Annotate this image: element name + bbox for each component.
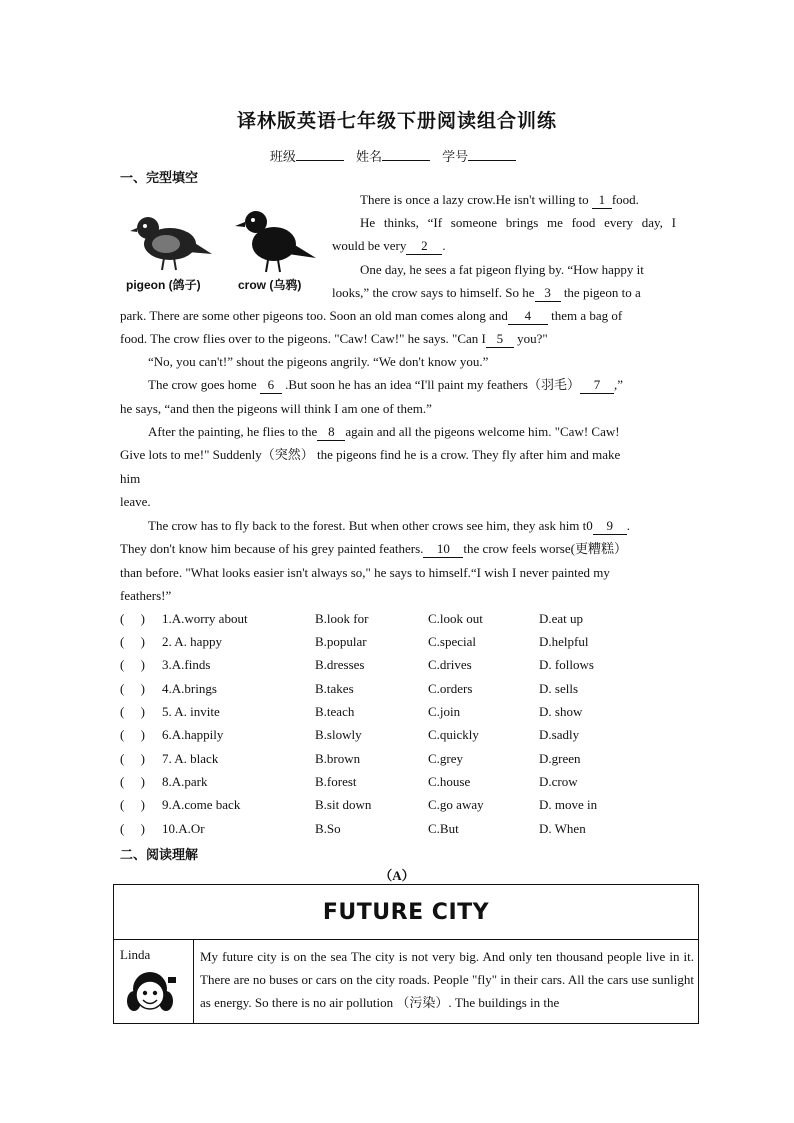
passage-line: He thinks, “If someone brings me food every day, I xyxy=(360,215,676,230)
class-label: 班级 xyxy=(269,150,296,165)
blank-3[interactable]: 3 xyxy=(535,285,561,302)
passage-line: After the painting, he flies to the 8 again and all the pigeons welcome him. "Caw! Caw! xyxy=(148,424,620,439)
passage-line: They don't know him because of his grey painted feathers. 10 the crow feels worse(更糟糕） xyxy=(120,541,627,556)
passage-line: would be very 2 . xyxy=(332,238,446,253)
page-title: 译林版英语七年级下册阅读组合训练 xyxy=(236,110,557,132)
table-header: FUTURE CITY xyxy=(114,885,698,940)
person-name: Linda xyxy=(120,947,151,962)
answer-paren[interactable]: ( ) xyxy=(120,657,145,672)
blank-7[interactable]: 7 xyxy=(580,377,614,394)
answer-paren[interactable]: ( ) xyxy=(120,704,145,719)
answer-paren[interactable]: ( ) xyxy=(120,797,145,812)
number-blank[interactable] xyxy=(468,148,516,161)
passage-line: One day, he sees a fat pigeon flying by. “How happy it xyxy=(360,262,644,277)
blank-6[interactable]: 6 xyxy=(260,377,282,394)
passage-line: park. There are some other pigeons too. Soon an old man comes along and 4 them a bag of xyxy=(120,308,623,323)
crow-image xyxy=(232,200,322,274)
answer-paren[interactable]: ( ) xyxy=(120,611,145,626)
blank-1[interactable]: 1 xyxy=(592,192,612,209)
girl-avatar-icon xyxy=(124,967,180,1017)
passage-line: The crow goes home 6 .But soon he has an idea “I'll paint my feathers（羽毛） 7 ,” xyxy=(148,377,623,392)
answer-paren[interactable]: ( ) xyxy=(120,751,145,766)
section-heading-reading: 二、阅读理解 xyxy=(120,848,199,863)
table-divider xyxy=(193,939,194,1023)
blank-5[interactable]: 5 xyxy=(486,331,514,348)
pigeon-caption: pigeon (鸽子) xyxy=(126,278,201,292)
passage-line: looks,” the crow says to himself. So he 3 the pigeon to a xyxy=(332,285,641,300)
future-city-table xyxy=(113,884,699,1024)
blank-4[interactable]: 4 xyxy=(508,308,548,325)
linda-text: My future city is on the sea The city is not very big. And only ten thousand people live in it. There are no buses or cars on the city roads. People "fly" in their cars. All the cars use sunlight as energy. So there is no air pollution （污染）. The buildings in the xyxy=(200,949,694,1010)
blank-8[interactable]: 8 xyxy=(317,424,345,441)
pigeon-image xyxy=(128,204,218,274)
blank-9[interactable]: 9 xyxy=(593,518,627,535)
name-blank[interactable] xyxy=(382,148,430,161)
passage-line: leave. xyxy=(120,494,151,509)
passage-line: food. The crow flies over to the pigeons. "Caw! Caw!" he says. "Can I 5 you?" xyxy=(120,331,548,346)
answer-paren[interactable]: ( ) xyxy=(120,727,145,742)
passage-line: There is once a lazy crow.He isn't willing to 1 food. xyxy=(360,192,639,207)
student-info-line xyxy=(0,146,794,165)
name-label: 姓名 xyxy=(355,150,382,165)
passage-line: “No, you can't!” shout the pigeons angrily. “We don't know you.” xyxy=(148,354,489,369)
passage-line: he says, “and then the pigeons will think I am one of them.” xyxy=(120,401,432,416)
answer-paren[interactable]: ( ) xyxy=(120,821,145,836)
birds-illustration xyxy=(122,200,322,296)
passage-line: him xyxy=(120,471,141,486)
passage-line: The crow has to fly back to the forest. But when other crows see him, they ask him t0 9 . xyxy=(148,518,631,533)
blank-2[interactable]: 2 xyxy=(406,238,442,255)
answer-paren[interactable]: ( ) xyxy=(120,774,145,789)
passage-line: feathers!” xyxy=(120,588,172,603)
class-blank[interactable] xyxy=(296,148,344,161)
answer-paren[interactable]: ( ) xyxy=(120,634,145,649)
passage-line: than before. "What looks easier isn't always so," he says to himself.“I wish I never painted my xyxy=(120,565,610,580)
blank-10[interactable]: 10 xyxy=(423,541,463,558)
answer-paren[interactable]: ( ) xyxy=(120,681,145,696)
passage-line: Give lots to me!" Suddenly（突然） the pigeons find he is a crow. They fly after him and make xyxy=(120,447,621,462)
passage-a-label: （A） xyxy=(379,868,415,883)
crow-caption: crow (乌鸦) xyxy=(238,278,302,292)
number-label: 学号 xyxy=(442,150,469,165)
section-heading-cloze: 一、完型填空 xyxy=(120,171,199,186)
